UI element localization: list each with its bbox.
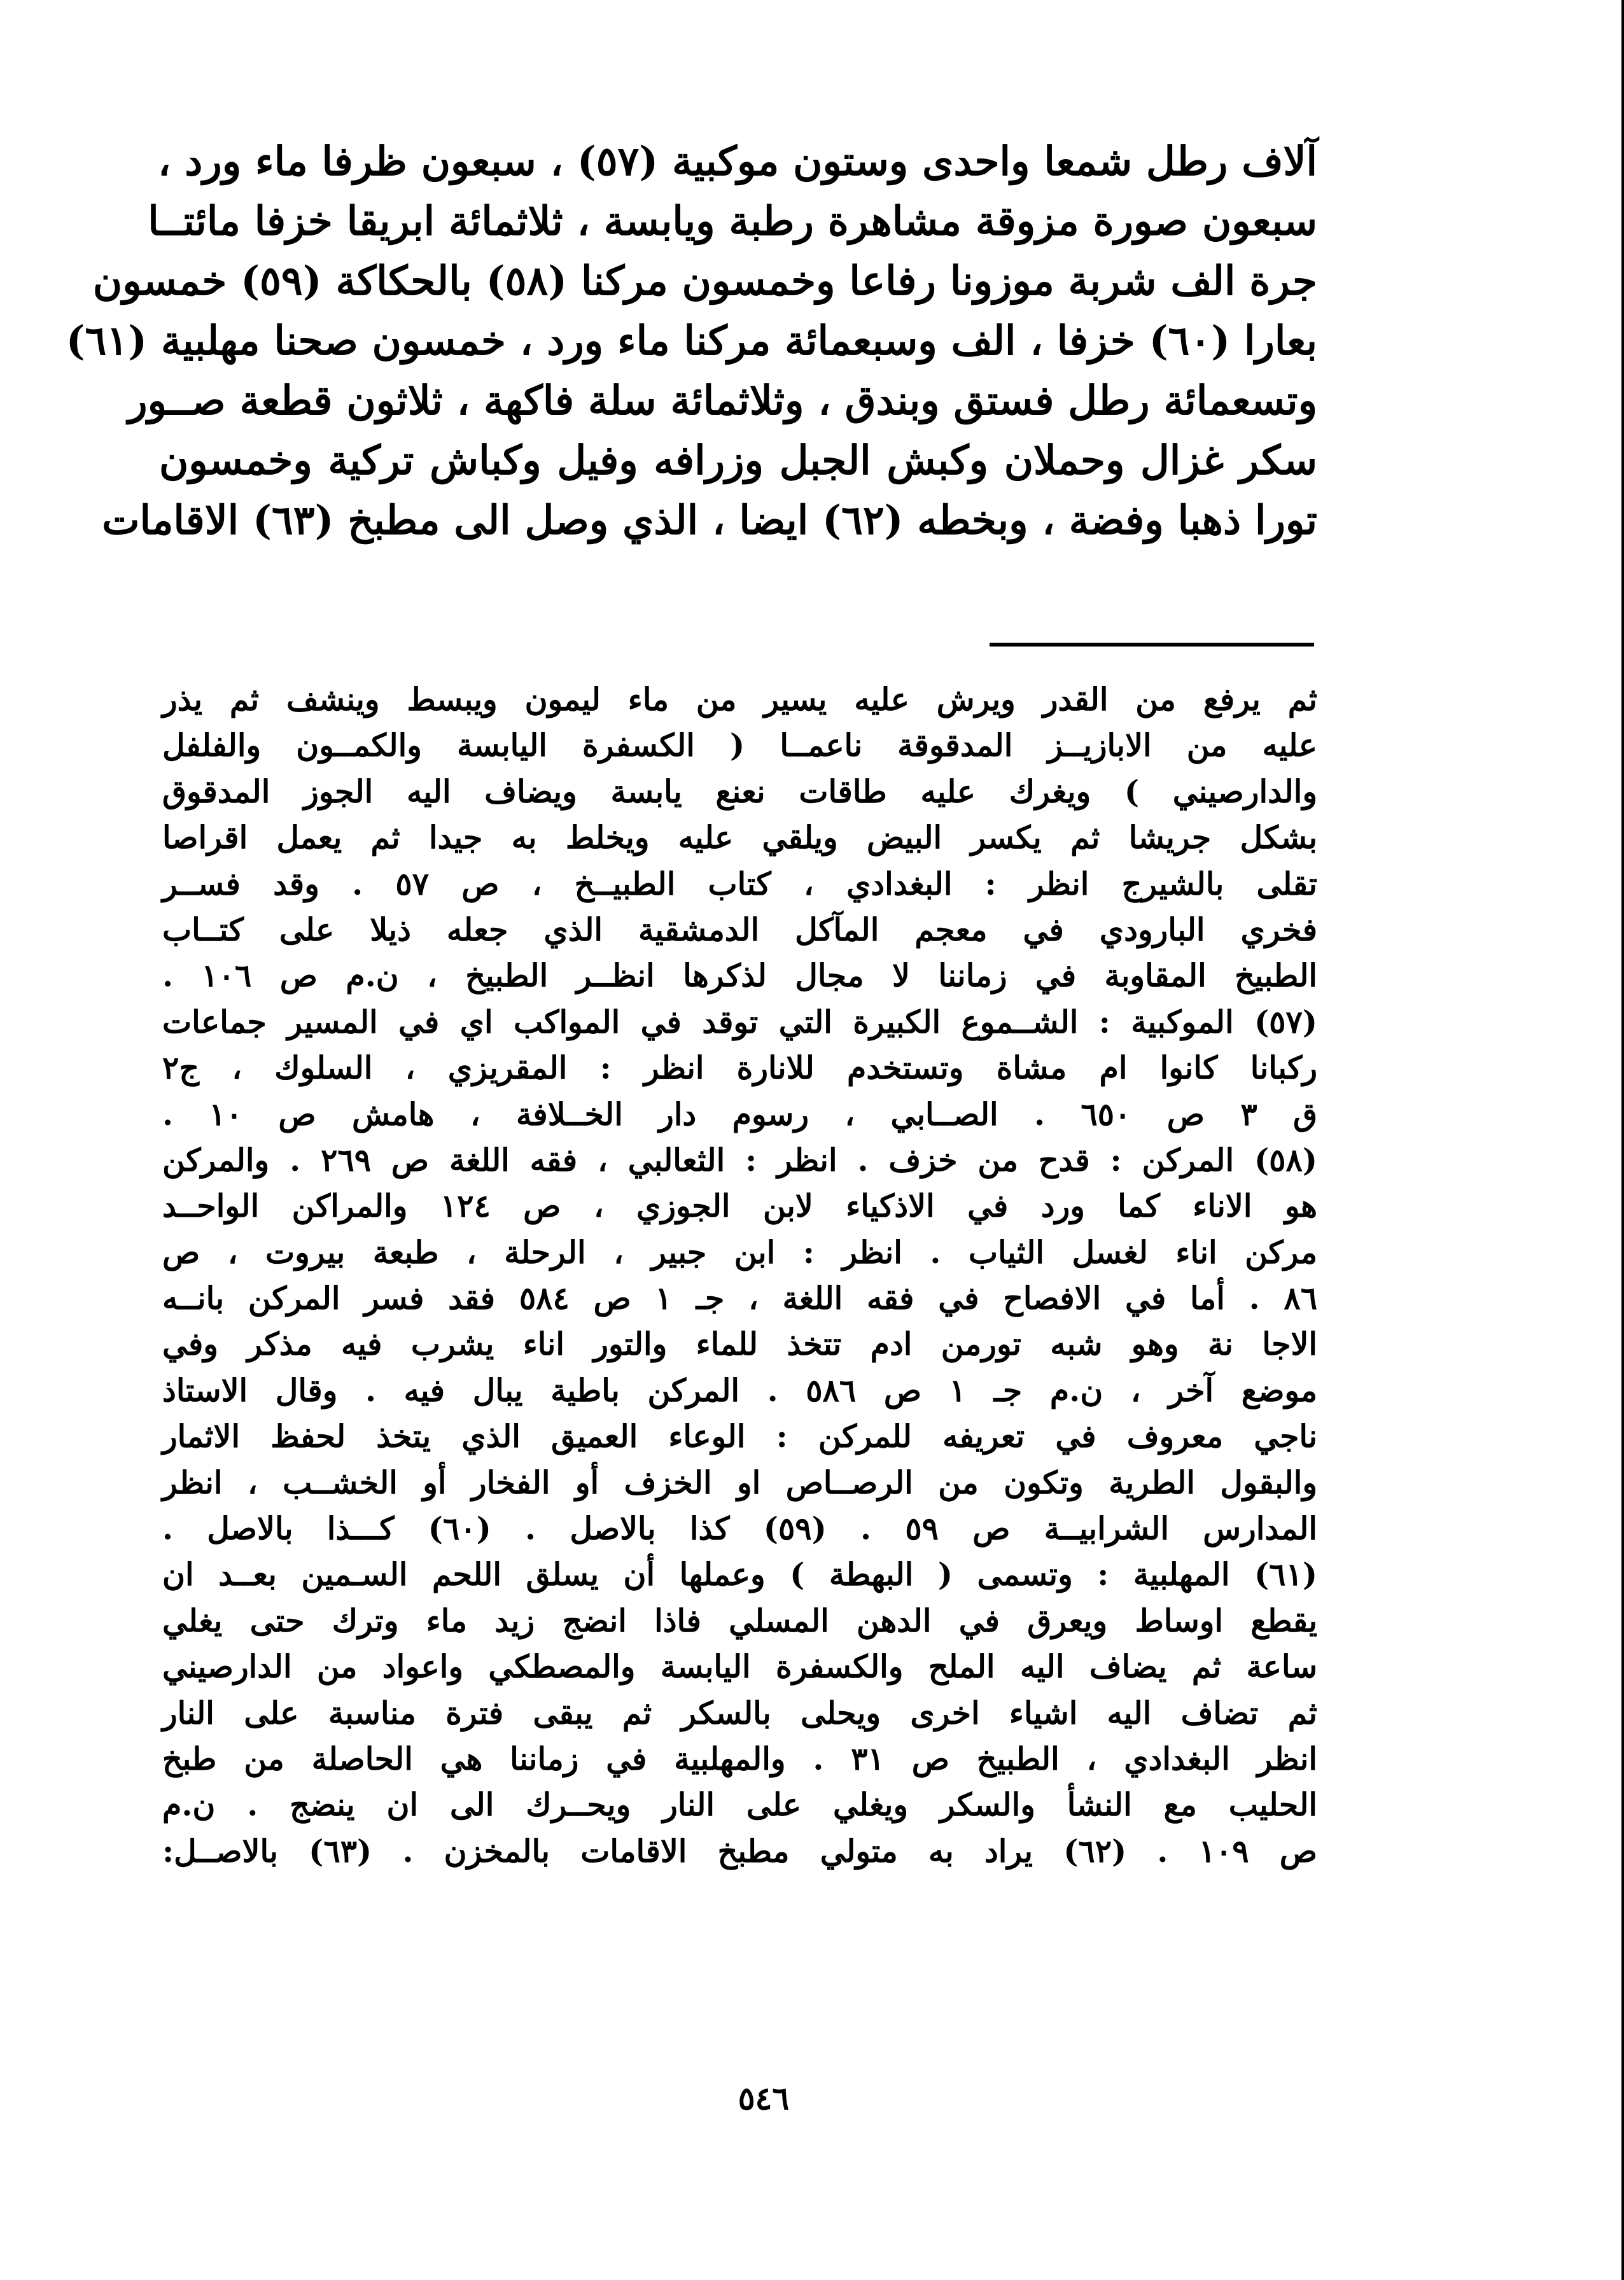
main-text-line: سكر غزال وحملان وكبش الجبل وزرافه وفيل وكباش تركية وخمسون	[159, 437, 1317, 484]
main-text-line: بعارا (٦٠) خزفا ، الف وسبعمائة مركنا ماء ورد ، خمسون صحنا مهلبية (٦١)	[66, 317, 1317, 364]
footnote-line: ثم تضاف اليه اشياء اخرى ويحلى بالسكر ثم يبقى فترة مناسبة على النار	[162, 1694, 1317, 1731]
scan-edge-border	[1621, 0, 1624, 2280]
footnote-line: ٨٦ . أما في الافصاح في فقه اللغة ، جـ ١ ص ٥٨٤ فقد فسر المركن بانــه	[162, 1280, 1318, 1317]
page-number: ٥٤٦	[738, 2080, 790, 2117]
footnote-line: ساعة ثم يضاف اليه الملح والكسفرة اليابسة والمصطكي واعواد من الدارصيني	[162, 1648, 1317, 1686]
footnote-line: فخري البارودي في معجم المآكل الدمشقية الذي جعله ذيلا على كتــاب	[162, 911, 1317, 948]
footnote-line: المدارس الشرابيــة ص ٥٩ . (٥٩) كذا بالاصل . (٦٠) كـــذا بالاصل .	[162, 1510, 1317, 1548]
footnote-line: ناجي معروف في تعريفه للمركن : الوعاء العميق الذي يتخذ لحفظ الاثمار	[162, 1418, 1317, 1455]
footnote-line: الطبيخ المقاوبة في زماننا لا مجال لذكرها انظــر الطبيخ ، ن.م ص ١٠٦ .	[162, 957, 1317, 995]
footnotes-block	[162, 681, 1318, 1882]
footnote-line: بشكل جريشا ثم يكسر البيض ويلقي عليه ويخلط به جيدا ثم يعمل اقراصا	[162, 819, 1317, 857]
footnote-line: مركن اناء لغسل الثياب . انظر : ابن جبير ، الرحلة ، طبعة بيروت ، ص	[162, 1233, 1317, 1271]
footnote-line: تقلى بالشيرج انظر : البغدادي ، كتاب الطبيــخ ، ص ٥٧ . وقد فســر	[162, 865, 1317, 902]
footnote-line: ركبانا كانوا ام مشاة وتستخدم للانارة انظر : المقريزي ، السلوك ، ج٢	[162, 1049, 1317, 1087]
footnote-line: والدارصيني ) ويغرك عليه طاقات نعنع يابسة ويضاف اليه الجوز المدقوق	[162, 773, 1317, 810]
footnote-line: ق ٣ ص ٦٥٠ . الصــابي ، رسوم دار الخــلافة ، هامش ص ١٠ .	[162, 1095, 1318, 1133]
main-text-line: وتسعمائة رطل فستق وبندق ، وثلاثمائة سلة فاكهة ، ثلاثون قطعة صــور	[128, 377, 1317, 424]
footnote-line: (٦١) المهلبية : وتسمى ( البهطة ) وعملها أن يسلق اللحم السـمين بعــد ان	[162, 1556, 1317, 1593]
footnote-line: (٥٨) المركن : قدح من خزف . انظر : الثعالبي ، فقه اللغة ص ٢٦٩ . والمركن	[162, 1141, 1317, 1178]
footnote-line: ص ١٠٩ . (٦٢) يراد به متولي مطبخ الاقامات بالمخزن . (٦٣) بالاصــل:	[162, 1832, 1317, 1870]
main-text-line: تورا ذهبا وفضة ، وبخطه (٦٢) ايضا ، الذي وصل الى مطبخ (٦٣) الاقامات	[102, 496, 1317, 543]
footnote-line: انظر البغدادي ، الطبيخ ص ٣١ . والمهلبية في زماننا هي الحاصلة من طبخ	[162, 1740, 1318, 1777]
main-text-block	[66, 137, 1317, 560]
main-text-line: جرة الف شربة موزونا رفاعا وخمسون مركنا (٥٨) بالحكاكة (٥٩) خمسون	[92, 257, 1317, 304]
footnote-line: ثم يرفع من القدر ويرش عليه يسير من ماء ليمون ويبسط وينشف ثم يذر	[162, 681, 1317, 718]
main-text-line: آلاف رطل شمعا واحدى وستون موكبية (٥٧) ، سبعون ظرفا ماء ورد ،	[157, 137, 1317, 185]
main-text-line: سبعون صورة مزوقة مشاهرة رطبة ويابسة ، ثلاثمائة ابريقا خزفا مائتــا	[148, 197, 1317, 244]
footnote-separator	[990, 643, 1314, 647]
footnote-line: هو الاناء كما ورد في الاذكياء لابن الجوزي ، ص ١٢٤ والمراكن الواحــد	[162, 1187, 1318, 1225]
footnote-line: الحليب مع النشأ والسكر ويغلي على النار ويحــرك الى ان ينضج . ن.م	[162, 1786, 1317, 1824]
footnote-line: عليه من الابازيــز المدقوقة ناعمــا ( الكسفرة اليابسة والكمــون والفلفل	[162, 727, 1317, 764]
footnote-line: يقطع اوساط ويعرق في الدهن المسلي فاذا انضج زيد ماء وترك حتى يغلي	[162, 1602, 1317, 1639]
footnote-line: موضع آخر ، ن.م جـ ١ ص ٥٨٦ . المركن باطية يبال فيه . وقال الاستاذ	[162, 1371, 1317, 1409]
footnote-line: والبقول الطرية وتكون من الرصــاص او الخزف أو الفخار أو الخشــب ، انظر	[162, 1464, 1317, 1501]
footnote-line: الاجا نة وهو شبه تورمن ادم تتخذ للماء والتور اناء يشرب فيه مذكر وفي	[162, 1325, 1317, 1363]
footnote-line: (٥٧) الموكبية : الشــموع الكبيرة التي توقد في المواكب اي في المسير جماعات	[162, 1003, 1317, 1040]
